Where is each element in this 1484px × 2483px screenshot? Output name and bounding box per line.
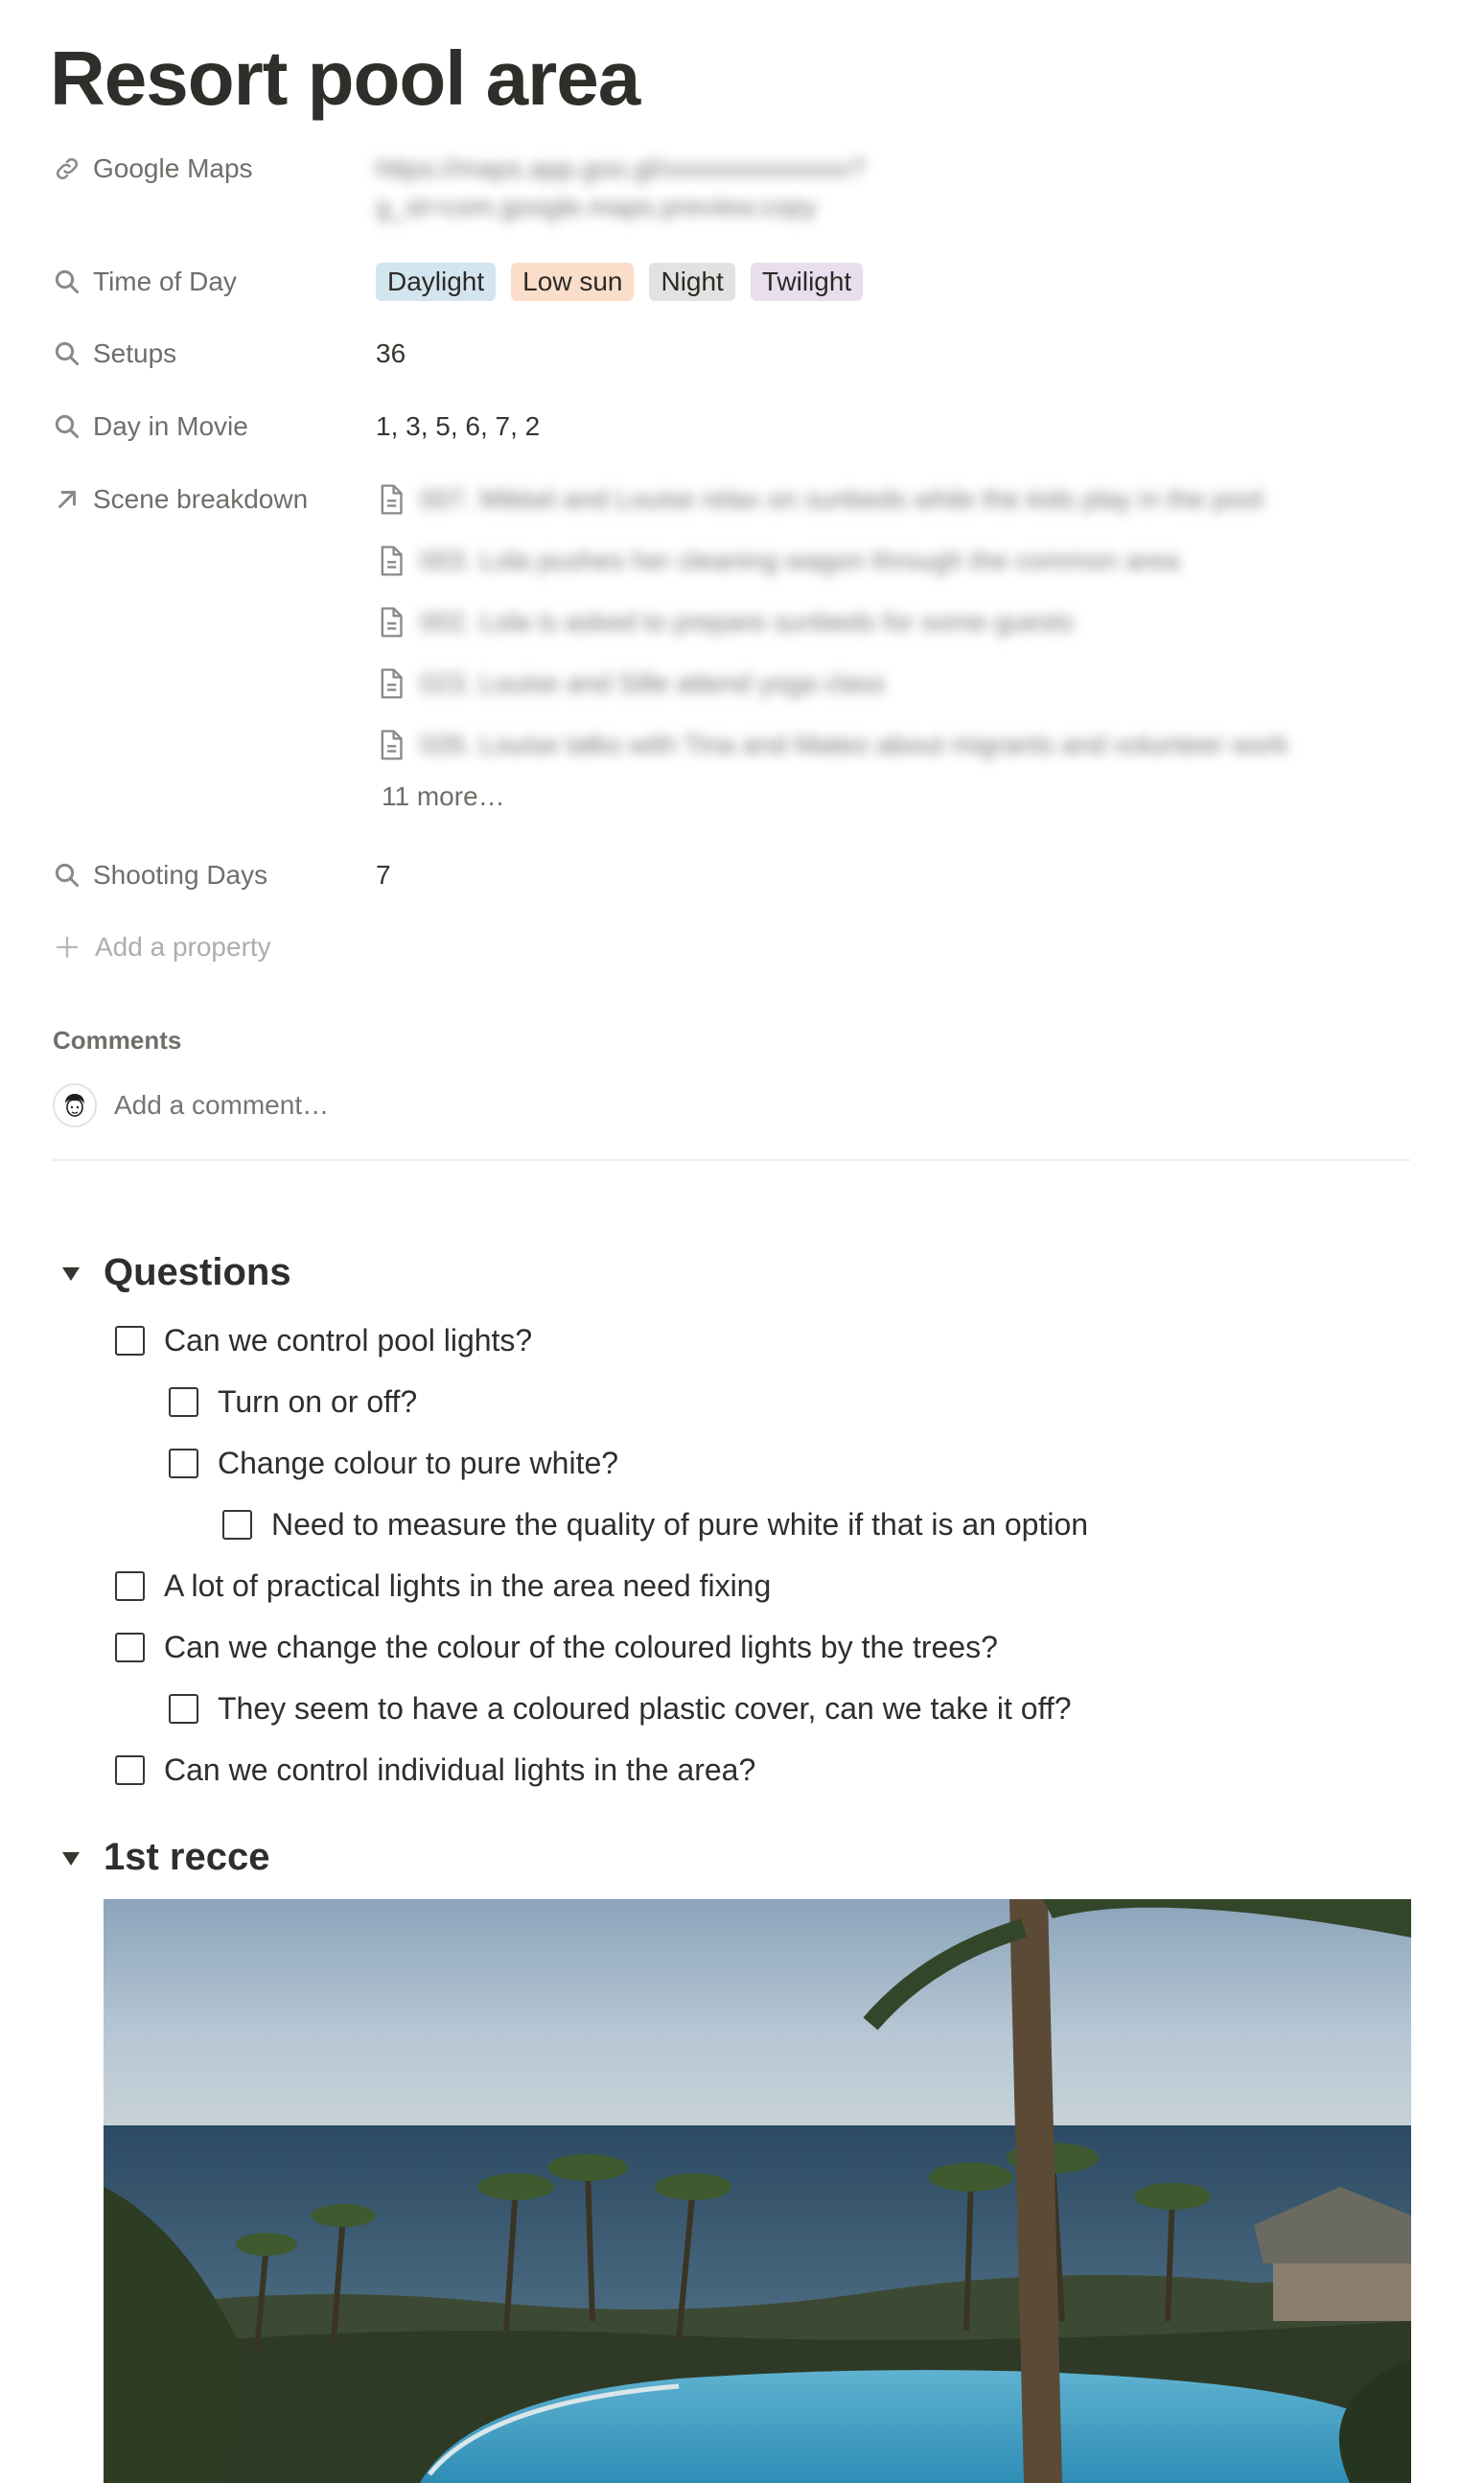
todo-text[interactable]: They seem to have a coloured plastic cover, can we take it off? [218, 1690, 1072, 1726]
todo-checkbox[interactable] [169, 1694, 198, 1724]
relation-title: 007. Mikkel and Louise relax on sunbeds while the kids play in the pool [420, 484, 1264, 514]
relation-title: 026. Louise talks with Tina and Mateo about migrants and volunteer work [420, 730, 1288, 759]
property-label-text: Day in Movie [93, 411, 248, 441]
todo-text[interactable]: Turn on or off? [218, 1383, 418, 1419]
google-maps-url[interactable] [376, 150, 865, 226]
property-label-text: Time of Day [93, 267, 237, 296]
page-icon [376, 729, 406, 761]
todo-item[interactable] [169, 1684, 1072, 1732]
relation-title: 023. Louise and Sille attend yoga class [420, 668, 886, 698]
todo-text[interactable]: Can we control pool lights? [164, 1322, 533, 1358]
todo-item[interactable] [169, 1439, 618, 1487]
setups-value[interactable]: 36 [376, 338, 406, 368]
property-label[interactable] [53, 407, 376, 446]
url-line-1: https://maps.app.goo.gl/xxxxxxxxxxxxxx? [376, 153, 866, 183]
property-shooting-days [53, 856, 1414, 894]
todo-item[interactable] [115, 1623, 998, 1671]
recce-heading: 1st recce [104, 1836, 270, 1878]
todo-item[interactable] [169, 1378, 417, 1426]
property-label-text: Scene breakdown [93, 484, 309, 514]
relation-title: 002. Lola is asked to prepare sunbeds for some guests [420, 607, 1074, 637]
property-label[interactable] [53, 335, 376, 373]
url-line-2: g_st=com.google.maps.preview.copy [376, 192, 817, 221]
recce-toggle-heading[interactable] [59, 1836, 269, 1879]
add-property-label: Add a property [95, 932, 271, 962]
relation-item[interactable] [376, 530, 1288, 592]
show-more-relations[interactable]: 11 more… [382, 781, 505, 811]
property-label-text: Setups [93, 338, 177, 368]
user-face-icon [59, 1090, 90, 1121]
comment-input[interactable] [114, 1090, 689, 1121]
property-google-maps [53, 150, 1414, 226]
comments-heading: Comments [53, 1026, 182, 1055]
relation-title: 003. Lola pushes her cleaning wagon through the common area [420, 545, 1180, 575]
todo-checkbox[interactable] [222, 1510, 252, 1540]
relation-item[interactable] [376, 469, 1288, 530]
link-icon [53, 154, 81, 183]
relation-item[interactable] [376, 592, 1288, 653]
tag-twilight[interactable]: Twilight [751, 263, 863, 301]
todo-item[interactable] [115, 1562, 771, 1610]
questions-toggle-heading[interactable] [59, 1251, 291, 1294]
divider [53, 1159, 1410, 1161]
property-time-of-day [53, 263, 1414, 301]
shooting-days-value[interactable]: 7 [376, 860, 391, 890]
todo-item[interactable] [222, 1500, 1088, 1548]
questions-heading: Questions [104, 1251, 291, 1293]
plus-icon [53, 933, 81, 962]
arrow-up-right-icon [53, 485, 81, 514]
resort-pool-photo [104, 1899, 1411, 2483]
todo-text[interactable]: Can we change the colour of the coloured lights by the trees? [164, 1629, 998, 1664]
property-label[interactable] [53, 480, 376, 519]
todo-text[interactable]: Can we control individual lights in the area? [164, 1752, 756, 1787]
todo-checkbox[interactable] [115, 1755, 145, 1785]
triangle-down-icon[interactable] [59, 1846, 82, 1869]
property-label[interactable] [53, 856, 376, 894]
time-of-day-tags[interactable] [376, 263, 863, 301]
todo-checkbox[interactable] [115, 1571, 145, 1601]
tag-night[interactable]: Night [649, 263, 734, 301]
property-label-text: Google Maps [93, 153, 253, 183]
comment-composer [53, 1083, 689, 1127]
search-icon [53, 267, 81, 296]
todo-text[interactable]: Need to measure the quality of pure white if that is an option [271, 1506, 1089, 1542]
recce-photo[interactable] [104, 1899, 1411, 2483]
search-icon [53, 412, 81, 441]
property-label-text: Shooting Days [93, 860, 268, 890]
scene-breakdown-list [376, 469, 1288, 816]
todo-checkbox[interactable] [115, 1326, 145, 1356]
todo-checkbox[interactable] [169, 1387, 198, 1417]
property-day-in-movie [53, 407, 1414, 446]
property-label[interactable] [53, 150, 376, 188]
todo-checkbox[interactable] [169, 1449, 198, 1478]
property-scene-breakdown [53, 480, 1414, 816]
relation-item[interactable] [376, 653, 1288, 714]
todo-item[interactable] [115, 1316, 532, 1364]
add-property-button[interactable] [53, 932, 271, 963]
page-icon [376, 667, 406, 700]
search-icon [53, 339, 81, 368]
page-icon [376, 545, 406, 577]
avatar [53, 1083, 97, 1127]
day-in-movie-value[interactable]: 1, 3, 5, 6, 7, 2 [376, 411, 541, 441]
property-label[interactable] [53, 263, 376, 301]
page-icon [376, 606, 406, 638]
page-title[interactable]: Resort pool area [50, 35, 640, 121]
property-setups [53, 335, 1414, 373]
triangle-down-icon[interactable] [59, 1262, 82, 1285]
relation-item[interactable] [376, 714, 1288, 776]
todo-checkbox[interactable] [115, 1633, 145, 1662]
page-icon [376, 483, 406, 516]
tag-low-sun[interactable]: Low sun [511, 263, 634, 301]
todo-item[interactable] [115, 1746, 755, 1794]
tag-daylight[interactable]: Daylight [376, 263, 496, 301]
todo-text[interactable]: A lot of practical lights in the area need fixing [164, 1567, 772, 1603]
search-icon [53, 861, 81, 890]
todo-text[interactable]: Change colour to pure white? [218, 1445, 619, 1480]
